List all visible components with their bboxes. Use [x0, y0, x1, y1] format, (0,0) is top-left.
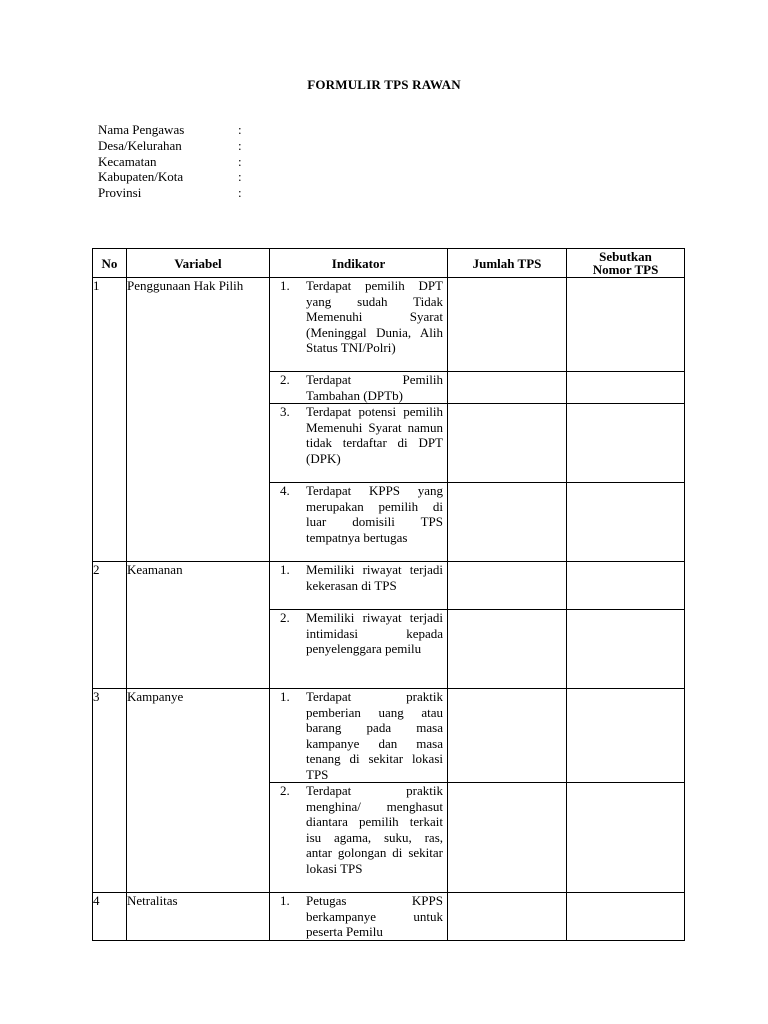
- indikator-text: Terdapat praktik menghina/ menghasut diantara pemilih terkait isu agama, suku, ras, antar golongan di sekitar lokasi TPS: [306, 783, 443, 876]
- indikator-text: Terdapat potensi pemilih Memenuhi Syarat namun tidak terdaftar di DPT (DPK): [306, 404, 443, 466]
- row-variabel: Keamanan: [127, 562, 270, 689]
- jumlah-tps-cell[interactable]: [448, 372, 567, 404]
- tps-rawan-table: [92, 248, 685, 941]
- field-colon: :: [238, 185, 242, 201]
- nomor-tps-cell[interactable]: [567, 372, 685, 404]
- row-variabel: Penggunaan Hak Pilih: [127, 278, 270, 562]
- nomor-tps-cell[interactable]: [567, 783, 685, 893]
- field-label: Nama Pengawas: [98, 122, 185, 137]
- identity-fields: [98, 122, 248, 201]
- indikator-number: 3.: [280, 404, 290, 419]
- table-header-row: [93, 249, 685, 278]
- header-sebutkan-line1: Sebutkan: [599, 249, 652, 264]
- indikator-cell: [270, 783, 448, 893]
- jumlah-tps-cell[interactable]: [448, 562, 567, 610]
- nomor-tps-cell[interactable]: [567, 483, 685, 562]
- indikator-cell: [270, 562, 448, 610]
- indikator-cell: [270, 278, 448, 372]
- field-label: Desa/Kelurahan: [98, 137, 182, 153]
- jumlah-tps-cell[interactable]: [448, 610, 567, 689]
- row-no: 4: [93, 893, 127, 941]
- nomor-tps-cell[interactable]: [567, 278, 685, 372]
- indikator-item: [270, 783, 447, 876]
- field-colon: :: [238, 153, 242, 169]
- indikator-text: Terdapat praktik pemberian uang atau barang pada masa kampanye dan masa tenang di sekitar lokasi TPS: [306, 689, 443, 782]
- form-title: FORMULIR TPS RAWAN: [307, 77, 461, 92]
- nomor-tps-cell[interactable]: [567, 893, 685, 941]
- jumlah-tps-cell[interactable]: [448, 483, 567, 562]
- nomor-tps-cell[interactable]: [567, 610, 685, 689]
- header-no: No: [93, 249, 127, 278]
- jumlah-tps-cell[interactable]: [448, 689, 567, 783]
- header-indikator: Indikator: [270, 249, 448, 278]
- indikator-cell: [270, 893, 448, 941]
- indikator-item: [270, 404, 447, 466]
- indikator-text: Terdapat pemilih DPT yang sudah Tidak Memenuhi Syarat (Meninggal Dunia, Alih Status TNI/Polri): [306, 278, 443, 355]
- jumlah-tps-cell[interactable]: [448, 278, 567, 372]
- header-sebutkan-nomor-tps: [567, 249, 685, 278]
- indikator-item: [270, 483, 447, 545]
- indikator-item: [270, 893, 447, 940]
- header-variabel: Variabel: [127, 249, 270, 278]
- indikator-cell: [270, 404, 448, 483]
- indikator-item: [270, 689, 447, 782]
- table-row: [93, 689, 685, 783]
- indikator-number: 2.: [280, 372, 290, 387]
- nomor-tps-cell[interactable]: [567, 404, 685, 483]
- indikator-number: 1.: [280, 893, 290, 908]
- field-kabupaten-kota[interactable]: [98, 169, 248, 185]
- row-no: 3: [93, 689, 127, 893]
- indikator-text: Terdapat Pemilih Tambahan (DPTb): [306, 372, 443, 403]
- field-desa-kelurahan[interactable]: [98, 138, 248, 154]
- row-variabel: Kampanye: [127, 689, 270, 893]
- row-no: 1: [93, 278, 127, 562]
- field-colon: :: [238, 122, 242, 137]
- indikator-text: Memiliki riwayat terjadi kekerasan di TPS: [306, 562, 443, 593]
- indikator-cell: [270, 610, 448, 689]
- indikator-cell: [270, 372, 448, 404]
- field-label: Kabupaten/Kota: [98, 169, 184, 185]
- row-variabel: Netralitas: [127, 893, 270, 941]
- indikator-number: 4.: [280, 483, 290, 498]
- field-kecamatan[interactable]: [98, 154, 248, 170]
- nomor-tps-cell[interactable]: [567, 689, 685, 783]
- field-label: Kecamatan: [98, 153, 157, 169]
- jumlah-tps-cell[interactable]: [448, 783, 567, 893]
- row-no: 2: [93, 562, 127, 689]
- table-row: [93, 562, 685, 610]
- field-nama-pengawas[interactable]: [98, 122, 248, 138]
- table-row: [93, 893, 685, 941]
- indikator-item: [270, 562, 447, 593]
- field-label: Provinsi: [98, 185, 142, 201]
- indikator-cell: [270, 483, 448, 562]
- jumlah-tps-cell[interactable]: [448, 404, 567, 483]
- field-colon: :: [238, 169, 242, 185]
- indikator-cell: [270, 689, 448, 783]
- indikator-number: 2.: [280, 783, 290, 798]
- indikator-text: Terdapat KPPS yang merupakan pemilih di luar domisili TPS tempatnya bertugas: [306, 483, 443, 545]
- indikator-number: 1.: [280, 562, 290, 577]
- indikator-number: 1.: [280, 278, 290, 293]
- indikator-text: Memiliki riwayat terjadi intimidasi kepada penyelenggara pemilu: [306, 610, 443, 656]
- indikator-text: Petugas KPPS berkampanye untuk peserta Pemilu: [306, 893, 443, 939]
- indikator-item: [270, 610, 447, 657]
- field-provinsi[interactable]: [98, 185, 248, 201]
- table-row: [93, 278, 685, 372]
- jumlah-tps-cell[interactable]: [448, 893, 567, 941]
- field-colon: :: [238, 137, 242, 153]
- indikator-number: 1.: [280, 689, 290, 704]
- header-sebutkan-line2: Nomor TPS: [592, 262, 659, 277]
- nomor-tps-cell[interactable]: [567, 562, 685, 610]
- header-jumlah-tps: Jumlah TPS: [448, 249, 567, 278]
- indikator-number: 2.: [280, 610, 290, 625]
- indikator-item: [270, 278, 447, 356]
- indikator-item: [270, 372, 447, 403]
